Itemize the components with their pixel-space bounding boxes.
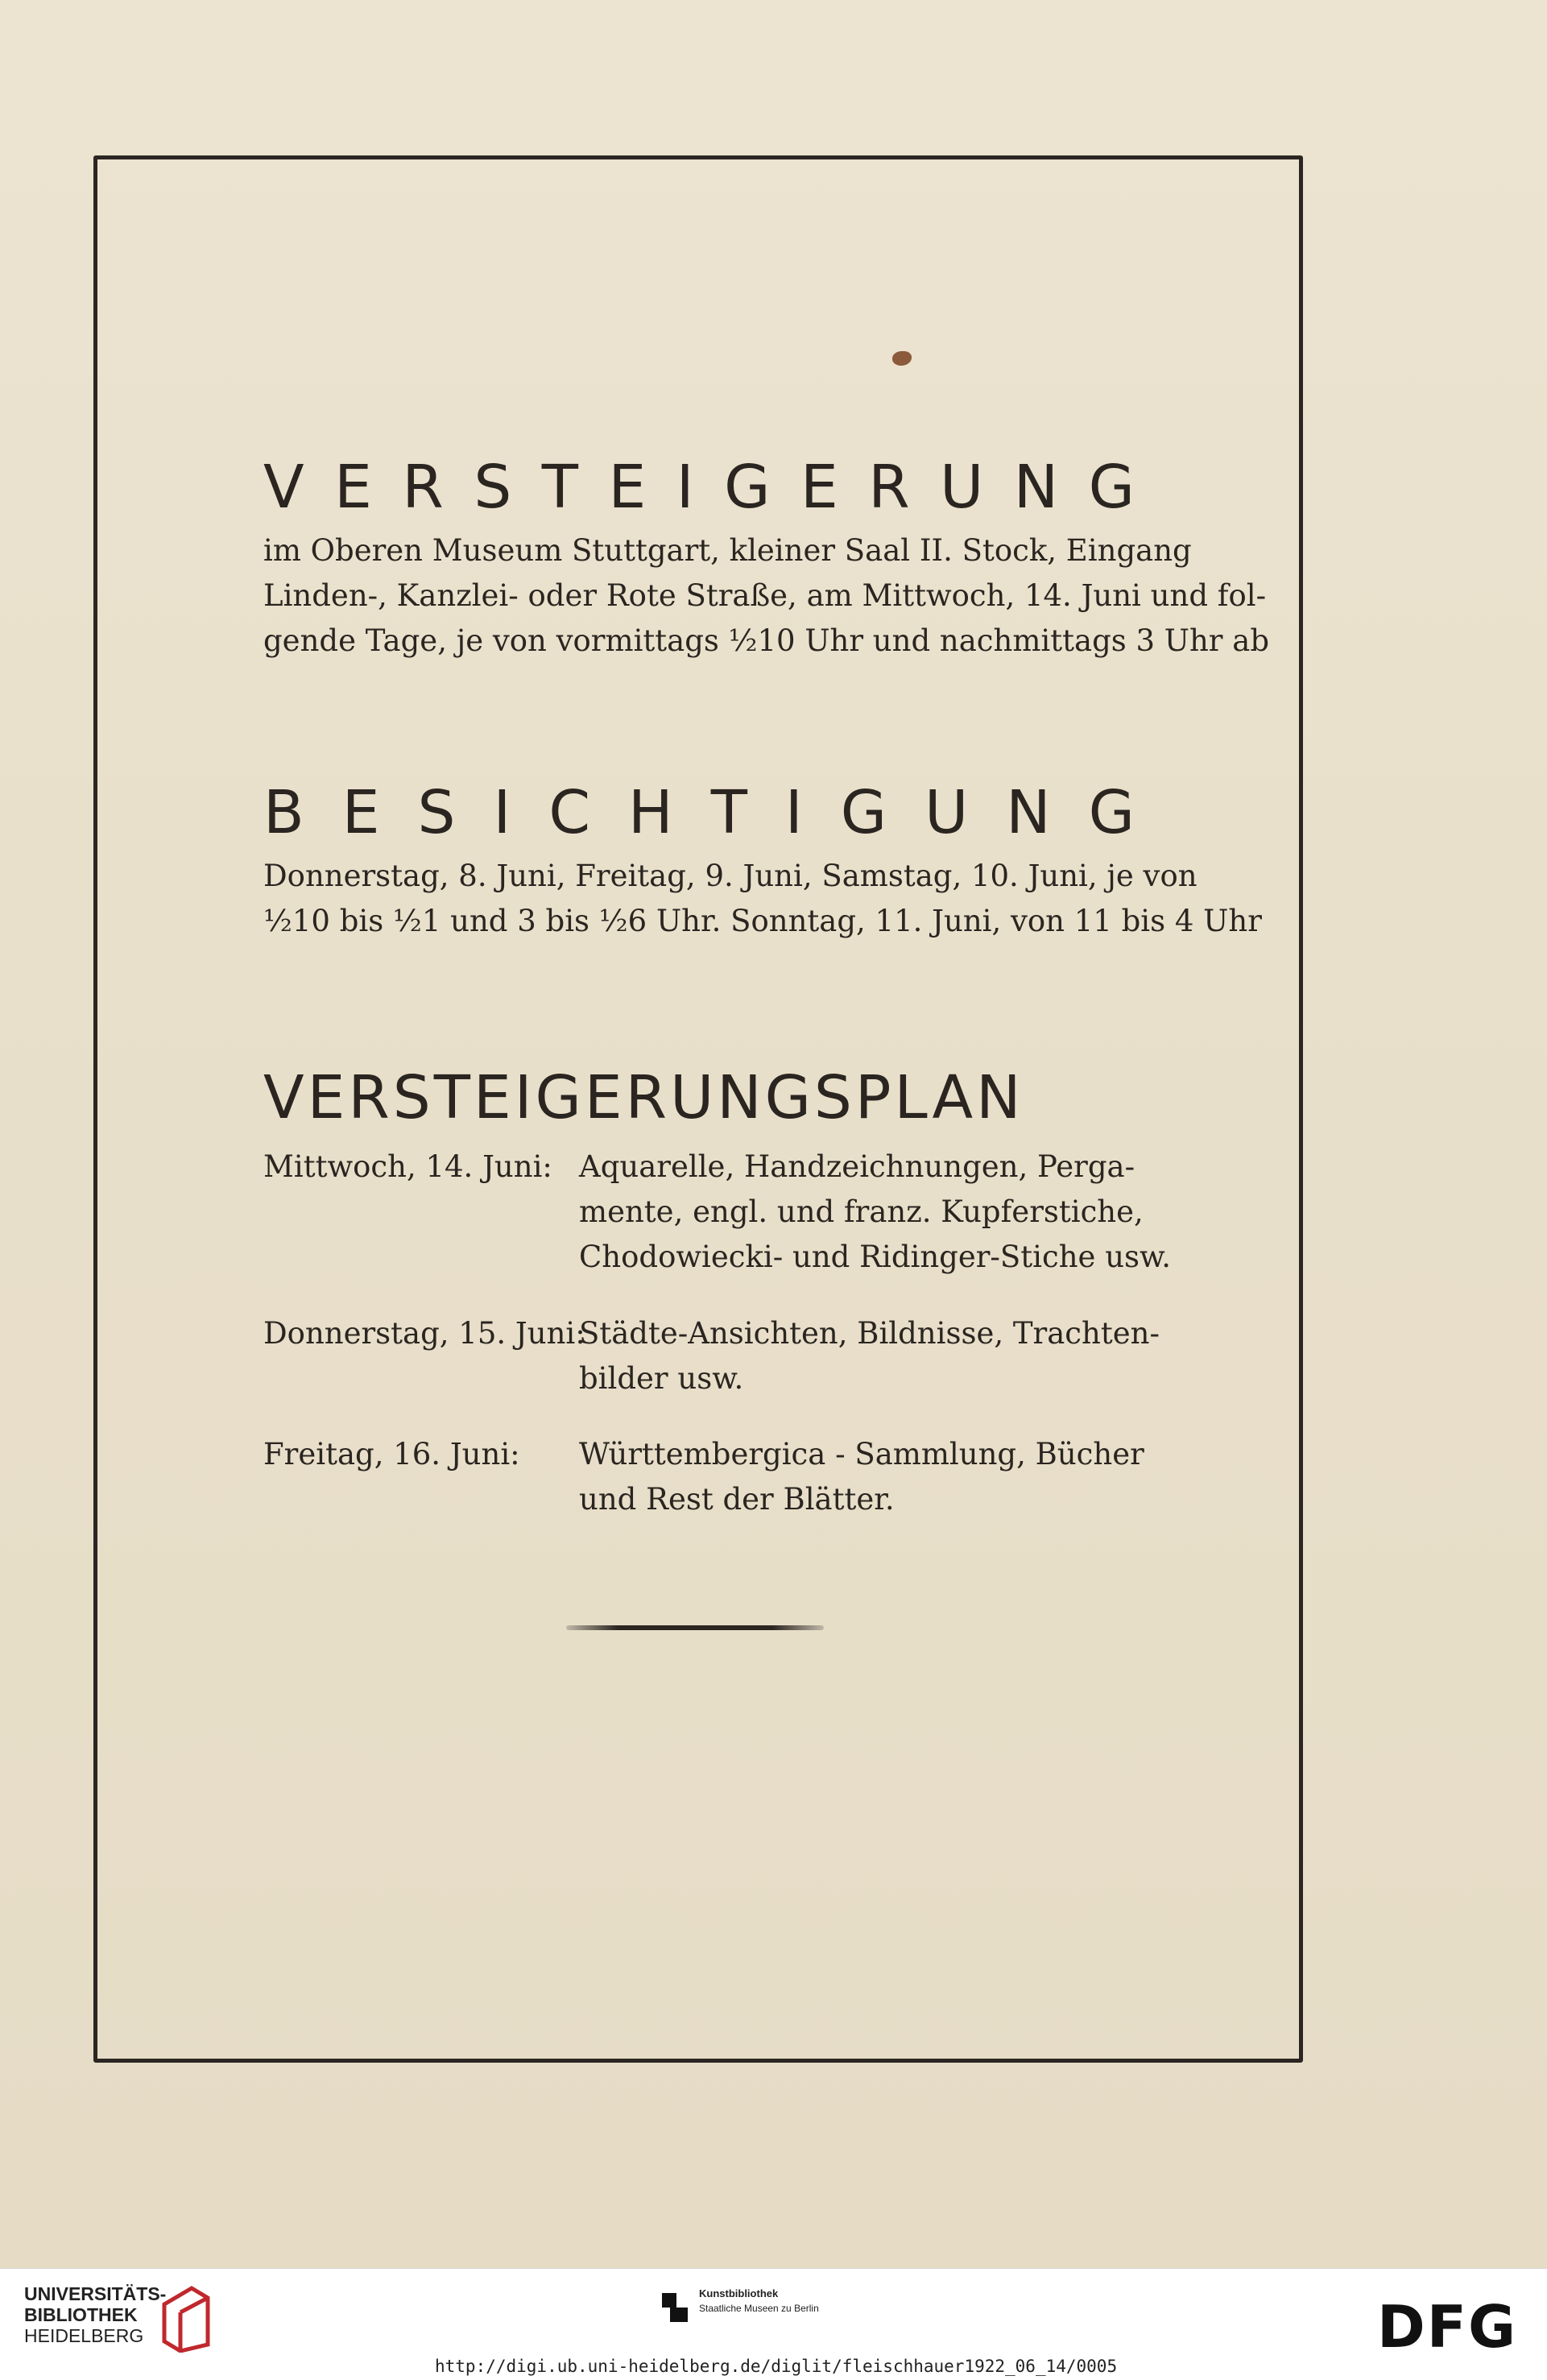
heading-letter: N xyxy=(1013,453,1059,522)
ub-logo-line: BIBLIOTHEK xyxy=(24,2304,138,2325)
text-line: Chodowiecki- und Ridinger-Stiche usw. xyxy=(579,1240,1172,1274)
heading-letter: S xyxy=(417,778,456,847)
section-versteigerungsplan xyxy=(263,1062,1172,1517)
heading-letter: E xyxy=(341,778,380,847)
text-line: Württembergica - Sammlung, Bücher xyxy=(579,1437,1144,1471)
plan-date: Freitag, 16. Juni: xyxy=(263,1437,520,1471)
text-line: Städte-Ansichten, Bildnisse, Trachten- xyxy=(579,1316,1160,1351)
heading-letter: G xyxy=(1088,778,1135,847)
heading-letter: B xyxy=(263,778,304,847)
heading-letter: I xyxy=(676,453,694,522)
digitization-footer xyxy=(0,2268,1547,2380)
plan-description xyxy=(579,1432,1144,1522)
auction-location-text xyxy=(263,528,1270,664)
ub-logo-line: UNIVERSITÄTS- xyxy=(24,2283,167,2304)
heading-letter: S xyxy=(474,453,512,522)
ub-logo-line: HEIDELBERG xyxy=(24,2325,144,2346)
dfg-logo[interactable]: DFG xyxy=(1377,2293,1518,2361)
heading-letter: R xyxy=(402,453,444,522)
heading-letter: U xyxy=(940,453,984,522)
text-line: bilder usw. xyxy=(579,1361,744,1396)
plan-description xyxy=(579,1311,1160,1401)
heading-letter: U xyxy=(924,778,969,847)
heading-letter: T xyxy=(541,453,578,522)
plan-date: Mittwoch, 14. Juni: xyxy=(263,1149,552,1184)
heading-letter: G xyxy=(840,778,887,847)
text-line: gende Tage, je von vormittags ½10 Uhr und nachmittags 3 Uhr ab xyxy=(263,623,1270,658)
viewing-times-text xyxy=(263,854,1262,944)
heading-letter: E xyxy=(334,453,372,522)
section-besichtigung xyxy=(263,776,1262,944)
heading-versteigerung xyxy=(263,451,1135,524)
heading-letter: R xyxy=(868,453,910,522)
section-versteigerung xyxy=(263,451,1270,664)
text-line: und Rest der Blätter. xyxy=(579,1482,895,1517)
kb-name: Kunstbibliothek xyxy=(699,2287,779,2299)
text-line: im Oberen Museum Stuttgart, kleiner Saal II. Stock, Eingang xyxy=(263,533,1192,568)
permalink-url[interactable]: http://digi.ub.uni-heidelberg.de/diglit/fleischhauer1922_06_14/0005 xyxy=(435,2357,1118,2376)
heading-letter: N xyxy=(1006,778,1051,847)
ub-book-icon xyxy=(158,2280,214,2353)
heading-besichtigung xyxy=(263,776,1135,849)
heading-versteigerungsplan: VERSTEIGERUNGSPLAN xyxy=(263,1063,1024,1132)
heading-letter: T xyxy=(710,778,747,847)
plan-description xyxy=(579,1144,1172,1280)
heading-letter: I xyxy=(493,778,511,847)
text-line: Aquarelle, Handzeichnungen, Perga- xyxy=(579,1149,1135,1184)
heading-letter: C xyxy=(548,778,591,847)
heading-letter: H xyxy=(628,778,673,847)
kb-subtitle: Staatliche Museen zu Berlin xyxy=(699,2303,819,2314)
heading-letter: G xyxy=(724,453,771,522)
text-line: mente, engl. und franz. Kupferstiche, xyxy=(579,1194,1144,1229)
text-line: Linden-, Kanzlei- oder Rote Straße, am Mittwoch, 14. Juni und fol- xyxy=(263,578,1267,613)
heading-letter: I xyxy=(784,778,803,847)
ub-heidelberg-logo[interactable] xyxy=(24,2283,166,2346)
text-line: ½10 bis ½1 und 3 bis ½6 Uhr. Sonntag, 11. Juni, von 11 bis 4 Uhr xyxy=(263,904,1262,938)
text-line: Donnerstag, 8. Juni, Freitag, 9. Juni, Samstag, 10. Juni, je von xyxy=(263,859,1197,893)
decorative-rule xyxy=(566,1625,824,1630)
plan-date: Donnerstag, 15. Juni: xyxy=(263,1316,585,1351)
heading-letter: V xyxy=(263,453,304,522)
kunstbibliothek-logo[interactable] xyxy=(699,2287,819,2316)
heading-letter: G xyxy=(1088,453,1135,522)
heading-letter: E xyxy=(608,453,647,522)
kunstbibliothek-icon xyxy=(660,2288,689,2324)
heading-letter: E xyxy=(800,453,838,522)
